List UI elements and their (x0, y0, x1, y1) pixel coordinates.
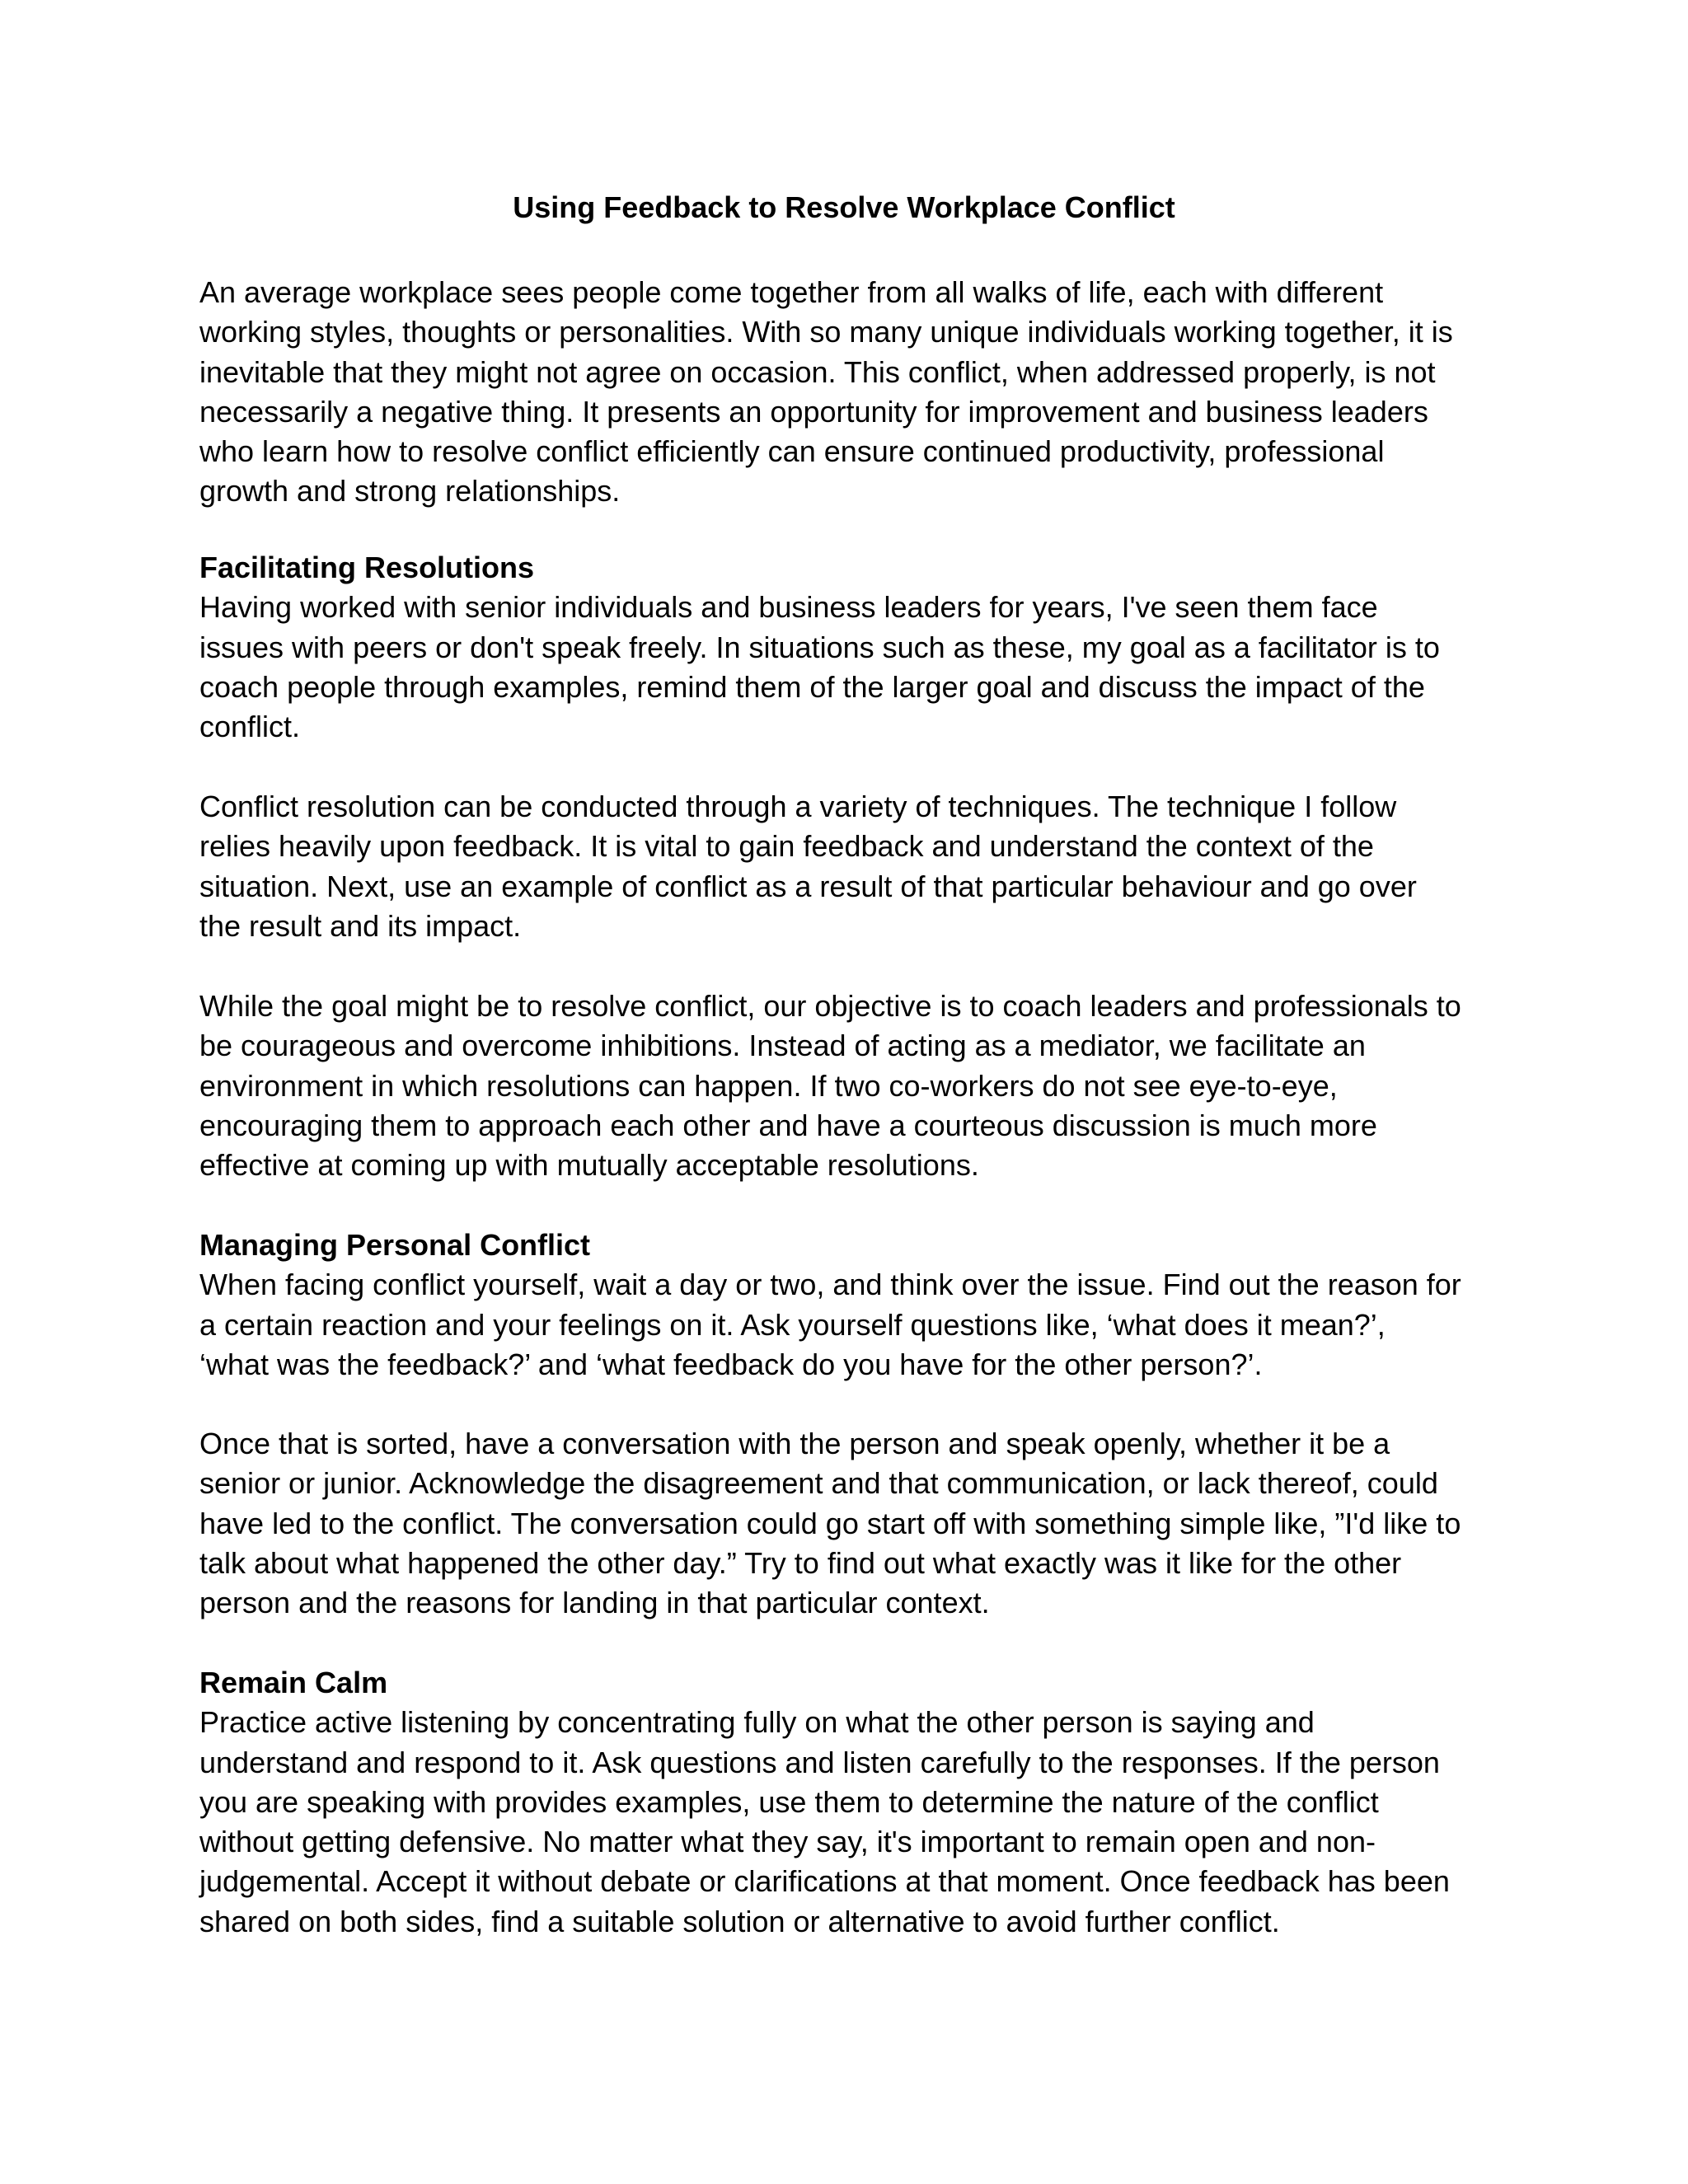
text-line: relies heavily upon feedback. It is vital to gain feedback and understand the context of the (199, 829, 1374, 864)
text-line: Having worked with senior individuals and business leaders for years, I've seen them face (199, 590, 1378, 625)
text-line: without getting defensive. No matter what they say, it's important to remain open and non- (199, 1825, 1376, 1859)
text-line: coach people through examples, remind them of the larger goal and discuss the impact of the (199, 669, 1425, 704)
text-line: working styles, thoughts or personalities. With so many unique individuals working together, it is (199, 315, 1453, 349)
paragraph (199, 1703, 1502, 1942)
section-remain-calm (199, 1663, 1502, 1942)
text-line: situation. Next, use an example of conflict as a result of that particular behaviour and go over (199, 869, 1417, 903)
section-heading: Facilitating Resolutions (199, 551, 535, 584)
text-line: necessarily a negative thing. It presents an opportunity for improvement and business leaders (199, 394, 1428, 429)
text-line: Practice active listening by concentrating fully on what the other person is saying and (199, 1705, 1315, 1740)
text-line: While the goal might be to resolve conflict, our objective is to coach leaders and professionals to (199, 989, 1461, 1023)
text-line: effective at coming up with mutually acceptable resolutions. (199, 1148, 979, 1183)
text-line: conflict. (199, 710, 301, 744)
text-line: Once that is sorted, have a conversation with the person and speak openly, whether it be a (199, 1427, 1390, 1460)
section-facilitating-resolutions (199, 548, 1502, 747)
document-title: Using Feedback to Resolve Workplace Conflict (513, 190, 1175, 224)
text-line: shared on both sides, find a suitable solution or alternative to avoid further conflict. (199, 1904, 1280, 1938)
text-line: the result and its impact. (199, 908, 522, 943)
text-line: inevitable that they might not agree on occasion. This conflict, when addressed properly, is not (199, 354, 1436, 389)
paragraph (199, 1424, 1502, 1623)
text-line: senior or junior. Acknowledge the disagreement and that communication, or lack thereof, could (199, 1466, 1438, 1501)
text-line: judgemental. Accept it without debate or clarifications at that moment. Once feedback has been (199, 1864, 1450, 1899)
text-line: talk about what happened the other day.” Try to find out what exactly was it like for the other (199, 1545, 1402, 1580)
section-heading: Managing Personal Conflict (199, 1228, 591, 1262)
text-line: growth and strong relationships. (199, 474, 621, 509)
text-line: ‘what was the feedback?’ and ‘what feedback do you have for the other person?’. (199, 1347, 1263, 1381)
text-line: Conflict resolution can be conducted through a variety of techniques. The technique I follow (199, 790, 1397, 823)
intro-paragraph (199, 273, 1502, 512)
section-managing-personal-conflict (199, 1226, 1502, 1385)
text-line: person and the reasons for landing in that particular context. (199, 1586, 990, 1620)
text-line: a certain reaction and your feelings on it. Ask yourself questions like, ‘what does it mean?’, (199, 1307, 1386, 1342)
text-line: you are speaking with provides examples, use them to determine the nature of the conflict (199, 1784, 1379, 1819)
text-line: encouraging them to approach each other and have a courteous discussion is much more (199, 1108, 1377, 1142)
text-line: have led to the conflict. The conversation could go start off with something simple like, ”I'd like to (199, 1506, 1461, 1540)
text-line: who learn how to resolve conflict efficiently can ensure continued productivity, professional (199, 434, 1385, 469)
text-line: understand and respond to it. Ask questions and listen carefully to the responses. If the person (199, 1745, 1440, 1779)
paragraph (199, 787, 1502, 946)
text-line: be courageous and overcome inhibitions. Instead of acting as a mediator, we facilitate an (199, 1029, 1366, 1063)
paragraph (199, 987, 1502, 1185)
text-line: When facing conflict yourself, wait a day or two, and think over the issue. Find out the reason for (199, 1268, 1461, 1302)
section-heading: Remain Calm (199, 1666, 388, 1699)
paragraph (199, 1265, 1502, 1385)
text-line: An average workplace sees people come together from all walks of life, each with different (199, 275, 1384, 309)
text-line: environment in which resolutions can happen. If two co-workers do not see eye-to-eye, (199, 1068, 1338, 1103)
text-line: issues with peers or don't speak freely. In situations such as these, my goal as a facilitator is to (199, 630, 1440, 664)
paragraph (199, 588, 1502, 747)
